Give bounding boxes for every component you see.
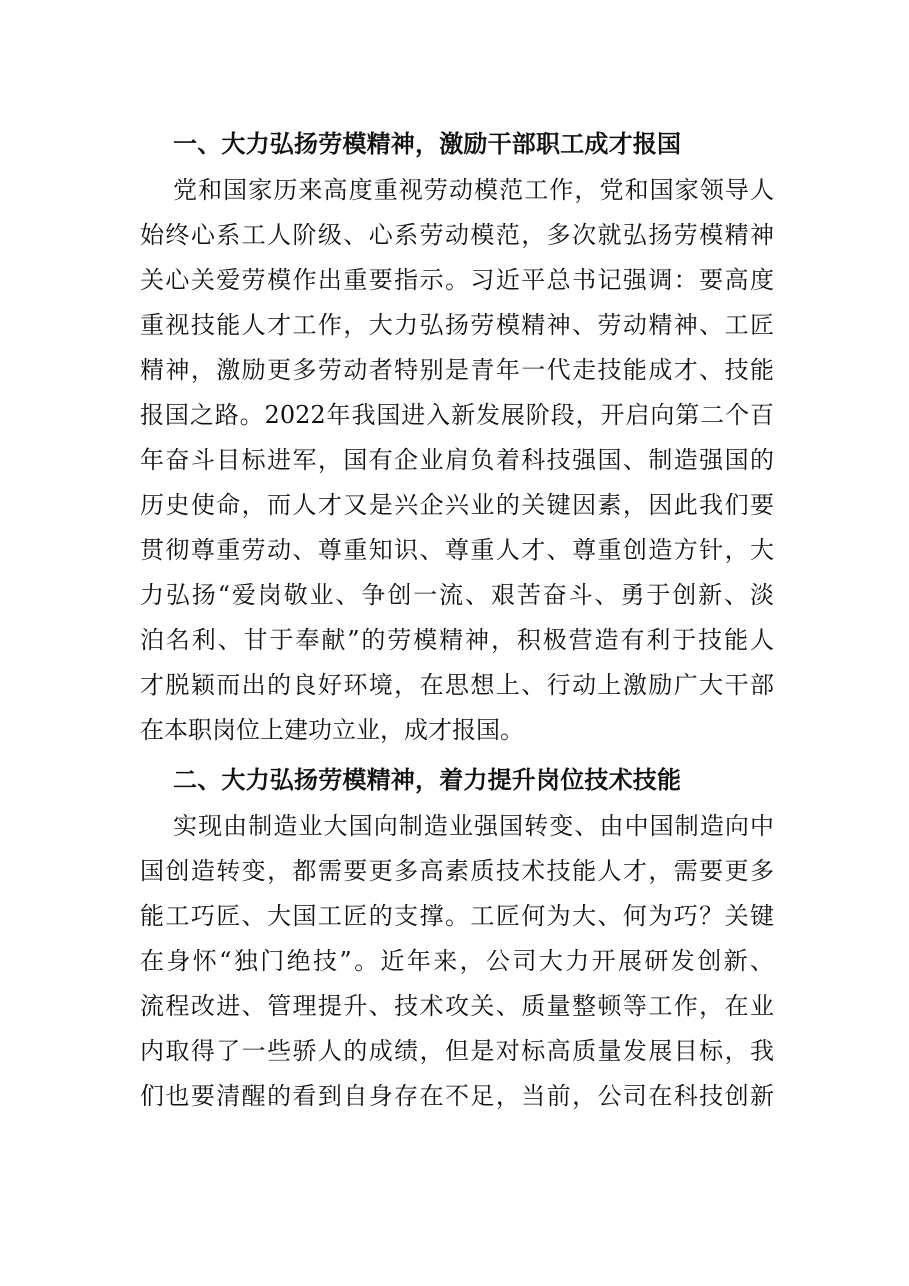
document-body: [140, 120, 774, 1119]
section-1-heading: 一、大力弘扬劳模精神，激励干部职工成才报国: [173, 130, 682, 158]
paragraph-line: 在本职岗位上建功立业，成才报国。: [140, 716, 524, 744]
paragraph-line: 泊名利、甘于奉献”的劳模精神，积极营造有利于技能人: [140, 626, 774, 654]
paragraph-line: 始终心系工人阶级、心系劳动模范，多次就弘扬劳模精神: [140, 221, 774, 249]
paragraph-line: 党和国家历来高度重视劳动模范工作，党和国家领导人: [173, 176, 774, 204]
paragraph-line: 关心关爱劳模作出重要指示。习近平总书记强调：要高度: [140, 266, 774, 294]
section-2-heading: 二、大力弘扬劳模精神，着力提升岗位技术技能: [173, 766, 682, 794]
section-1-paragraph: [140, 168, 774, 753]
paragraph-line: 年奋斗目标进军，国有企业肩负着科技强国、制造强国的: [140, 446, 774, 474]
paragraph-line: 实现由制造业大国向制造业强国转变、由中国制造向中: [173, 812, 774, 840]
paragraph-line: 才脱颖而出的良好环境，在思想上、行动上激励广大干部: [140, 671, 774, 699]
paragraph-line: 在身怀“独门绝技”。近年来，公司大力开展研发创新、: [140, 947, 774, 975]
paragraph-line: 内取得了一些骄人的成绩，但是对标高质量发展目标，我: [140, 1037, 774, 1065]
paragraph-line: 历史使命，而人才又是兴企兴业的关键因素，因此我们要: [140, 491, 774, 519]
paragraph-line: 们也要清醒的看到自身存在不足，当前，公司在科技创新: [140, 1082, 774, 1110]
paragraph-line: 重视技能人才工作，大力弘扬劳模精神、劳动精神、工匠: [140, 311, 774, 339]
paragraph-line: 流程改进、管理提升、技术攻关、质量整顿等工作，在业: [140, 992, 774, 1020]
paragraph-line: 力弘扬“爱岗敬业、争创一流、艰苦奋斗、勇于创新、淡: [140, 581, 774, 609]
paragraph-line: 能工巧匠、大国工匠的支撑。工匠何为大、何为巧？关键: [140, 902, 774, 930]
paragraph-line: 国创造转变，都需要更多高素质技术技能人才，需要更多: [140, 857, 774, 885]
paragraph-line: 报国之路。2022年我国进入新发展阶段，开启向第二个百: [140, 401, 774, 429]
paragraph-line: 贯彻尊重劳动、尊重知识、尊重人才、尊重创造方针，大: [140, 536, 774, 564]
section-2-paragraph: [140, 804, 774, 1119]
paragraph-line: 精神，激励更多劳动者特别是青年一代走技能成才、技能: [140, 356, 774, 384]
